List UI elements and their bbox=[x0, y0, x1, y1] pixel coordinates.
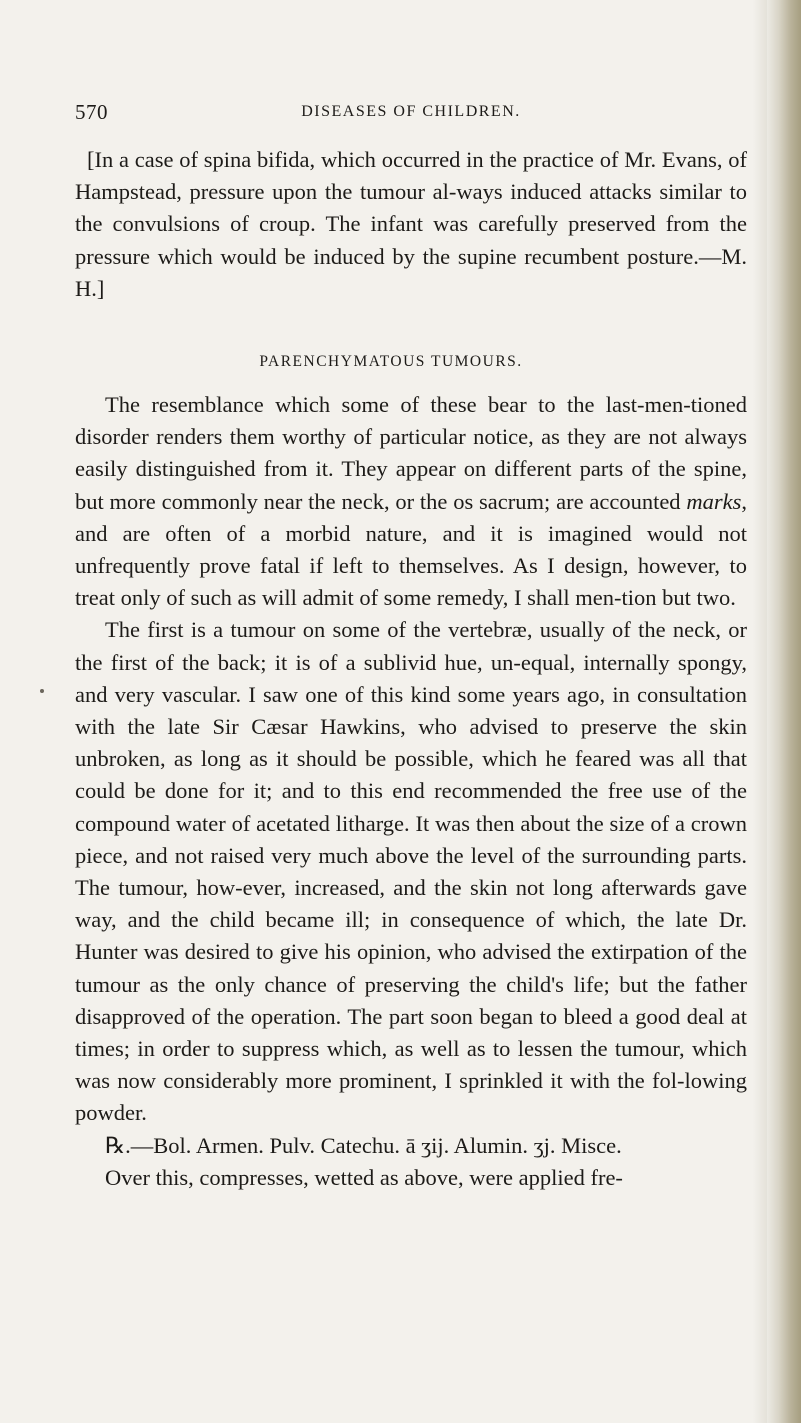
intro-note: [In a case of spina bifida, which occurred in the practice of Mr. Evans, of Hampstead, pressure upon the tumour al-ways induced attacks similar to the convulsions of croup. The infant was carefully preserved from the pressure which would be induced by the supine recumbent posture.—M. H.] bbox=[75, 147, 747, 301]
section-heading: PARENCHYMATOUS TUMOURS. bbox=[259, 353, 523, 371]
paragraph-1-text-continued: , and are often of a morbid nature, and it is imagined would not unfrequently prove fatal if left to themselves. As I design, however, to treat only of such as will admit of some remedy, I shall men-tion but two. bbox=[75, 488, 747, 611]
margin-mark bbox=[40, 689, 44, 693]
running-head bbox=[75, 100, 747, 130]
page-edge bbox=[767, 0, 801, 1423]
closing-fragment: Over this, compresses, wetted as above, were applied fre- bbox=[105, 1164, 623, 1190]
page-content bbox=[75, 100, 747, 1194]
prescription-formula: ℞.—Bol. Armen. Pulv. Catechu. ā ʒij. Alumin. ʒj. Misce. bbox=[105, 1132, 622, 1158]
page-number: 570 bbox=[75, 100, 108, 124]
paragraph-2: The first is a tumour on some of the vertebræ, usually of the neck, or the first of the back; it is of a sublivid hue, un-equal, internally spongy, and very vascular. I saw one of this kind some years ago, in consultation with the late Sir Cæsar Hawkins, who advised to preserve the skin unbroken, as long as it should be possible, which he feared was all that could be done for it; and to this end recommended the free use of the compound water of acetated litharge. It was then about the size of a crown piece, and not raised very much above the level of the surrounding parts. The tumour, how-ever, increased, and the skin not long afterwards gave way, and the child became ill; in consequence of which, the late Dr. Hunter was desired to give his opinion, who advised the extirpation of the tumour as the only chance of preserving the child's life; but the father disapproved of the operation. The part soon began to bleed a good deal at times; in order to suppress which, as well as to lessen the tumour, which was now considerably more prominent, I sprinkled it with the fol-lowing powder. bbox=[75, 617, 747, 1126]
paragraph-1-emphasis: marks bbox=[686, 488, 742, 514]
paragraph-1-text: The resemblance which some of these bear to the last-men-tioned disorder renders them worthy of particular notice, as they are not always easily distinguished from it. They appear on different parts of the spine, but more commonly near the neck, or the os sacrum; are accounted bbox=[75, 392, 747, 514]
running-title: DISEASES OF CHILDREN. bbox=[301, 103, 521, 120]
paragraph-1 bbox=[75, 389, 747, 614]
page-edge-shadow bbox=[753, 0, 767, 1423]
